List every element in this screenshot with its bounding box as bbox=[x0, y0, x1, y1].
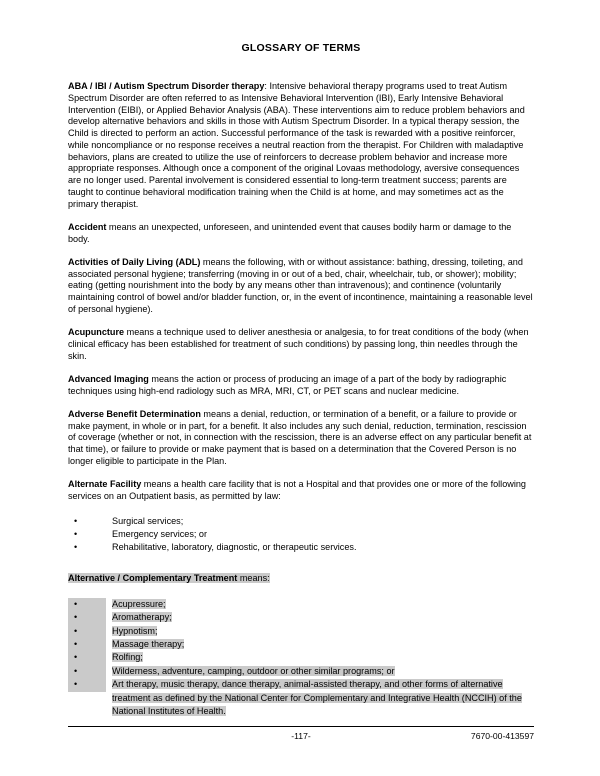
list-item-label: Wilderness, adventure, camping, outdoor or other similar programs; or bbox=[112, 665, 395, 676]
list-item-label: Aromatherapy; bbox=[112, 612, 172, 623]
glossary-entry-adverse-benefit-determination bbox=[68, 409, 534, 468]
page-number: -117- bbox=[291, 731, 311, 741]
glossary-term: Adverse Benefit Determination bbox=[68, 408, 201, 419]
glossary-definition: means a health care facility that is not a Hospital and that provides one or more of the following services on an Outpatient basis, as permitted by law: bbox=[68, 479, 526, 501]
glossary-term: ABA / IBI / Autism Spectrum Disorder therapy bbox=[68, 81, 265, 91]
glossary-definition: means a denial, reduction, or termination of a benefit, or a failure to provide or make payment, in whole or in part, for a benefit. It also includes any such denial, reduction, termination, rescission of coverage (whether or not, in connection with the rescission, there is an adverse effect on any particular benefit at that time), or failure to provide or make payment that is based on a determination that the Covered Person is no longer eligible to participate in the Plan. bbox=[68, 408, 532, 466]
list-item-label: Rolfing; bbox=[112, 652, 143, 663]
glossary-entry-acupuncture bbox=[68, 327, 534, 362]
footer-divider bbox=[68, 726, 534, 727]
bullet-icon: • bbox=[74, 598, 78, 609]
bullet-icon: • bbox=[74, 665, 78, 676]
bullet-icon: • bbox=[74, 625, 78, 636]
glossary-term: Alternative / Complementary Treatment bbox=[68, 573, 238, 584]
list-item-label: Emergency services; or bbox=[112, 528, 208, 539]
list-item bbox=[68, 598, 534, 611]
glossary-entry-adl bbox=[68, 257, 534, 316]
page-title: GLOSSARY OF TERMS bbox=[241, 42, 361, 54]
bullet-icon: • bbox=[74, 652, 78, 663]
glossary-term: Accident bbox=[68, 221, 107, 232]
glossary-definition: : Intensive behavioral therapy programs used to treat Autism Spectrum Disorder are often referred to as Intensive Behavioral Intervention (IBI), Early Intensive Behavioral Intervention (EIBI), or Applied Behavior Analysis (ABA). These interventions aim to reduce problem behaviors and develop alternative behaviors and skills in those with Autism Spectrum Disorder. In a typical therapy session, the Child is directed to perform an action. Successful performance of the task is rewarded with a positive reinforcer, while noncompliance or no response receives a neutral reaction from the therapist. For Children with maladaptive behaviors, plans are created to utilize the use of reinforcers to decrease problem behavior and increase more appropriate responses. Although once a component of the original Lovaas methodology, aversive consequences are no longer used. Parental involvement is considered essential to long-term treatment success; parents are taught to continue behavioral modification training when the Child is at home, and may sometimes act as the primary therapist. bbox=[68, 81, 525, 209]
list-item bbox=[68, 651, 534, 664]
highlighted-selection-region bbox=[68, 598, 534, 719]
list-item bbox=[68, 541, 534, 554]
list-item bbox=[68, 611, 534, 624]
glossary-entry-alternative-complementary-treatment bbox=[68, 573, 534, 585]
glossary-term: Advanced Imaging bbox=[68, 373, 149, 384]
alternate-facility-services-list bbox=[68, 515, 534, 555]
list-item-label: Art therapy, music therapy, dance therapy, animal-assisted therapy, and other forms of alternative treatment as defined by the National Center for Complementary and Integrative Health (NCCIH) of the National Institutes of Health. bbox=[112, 679, 522, 717]
document-code: 7670-00-413597 bbox=[470, 731, 534, 741]
glossary-definition: means the following, with or without assistance: bathing, dressing, toileting, and associated personal hygiene; transferring (moving in or out of a bed, chair, wheelchair, tub, or shower); mobility; eating (getting nourishment into the body by any means other than intravenous); and continence (voluntarily maintaining control of bowel and/or bladder function, or, in the event of incontinence, maintaining a reasonable level of personal hygiene). bbox=[68, 256, 533, 314]
glossary-term: Acupuncture bbox=[68, 327, 125, 337]
glossary-definition: means a technique used to deliver anesthesia or analgesia, to for treat conditions of the body (when clinical efficacy has been established for treatment of such conditions) by passing long, thin needles through the skin. bbox=[68, 327, 529, 361]
glossary-entry-aba bbox=[68, 81, 534, 210]
list-item bbox=[68, 678, 534, 718]
bullet-icon: • bbox=[74, 612, 78, 623]
glossary-entry-accident bbox=[68, 222, 534, 246]
list-item bbox=[68, 515, 534, 528]
glossary-entry-alternate-facility bbox=[68, 479, 534, 503]
list-item-label: Acupressure; bbox=[112, 598, 166, 609]
bullet-icon: • bbox=[74, 515, 78, 526]
bullet-icon: • bbox=[74, 679, 78, 690]
list-item-label: Rehabilitative, laboratory, diagnostic, or therapeutic services. bbox=[112, 541, 357, 552]
bullet-icon: • bbox=[74, 639, 78, 650]
document-body bbox=[68, 42, 534, 730]
footer-row bbox=[68, 731, 534, 745]
glossary-entry-advanced-imaging bbox=[68, 374, 534, 398]
page-footer bbox=[68, 726, 534, 745]
bullet-icon: • bbox=[74, 541, 78, 552]
list-item-label: Massage therapy; bbox=[112, 639, 185, 650]
glossary-definition: means the action or process of producing an image of a part of the body by radiographic techniques using high-end radiology such as MRA, MRI, CT, or PET scans and nuclear medicine. bbox=[68, 373, 507, 396]
list-item bbox=[68, 625, 534, 638]
list-item bbox=[68, 665, 534, 678]
glossary-term: Alternate Facility bbox=[68, 479, 142, 489]
bullet-icon: • bbox=[74, 528, 78, 539]
glossary-definition: means: bbox=[237, 573, 270, 584]
alternative-treatment-list bbox=[68, 598, 534, 719]
list-item-label: Hypnotism; bbox=[112, 625, 158, 636]
list-item bbox=[68, 638, 534, 651]
list-item bbox=[68, 528, 534, 541]
glossary-term: Activities of Daily Living (ADL) bbox=[68, 256, 201, 267]
glossary-definition: means an unexpected, unforeseen, and unintended event that causes bodily harm or damage to the body. bbox=[68, 221, 512, 244]
list-item-label: Surgical services; bbox=[112, 515, 184, 526]
